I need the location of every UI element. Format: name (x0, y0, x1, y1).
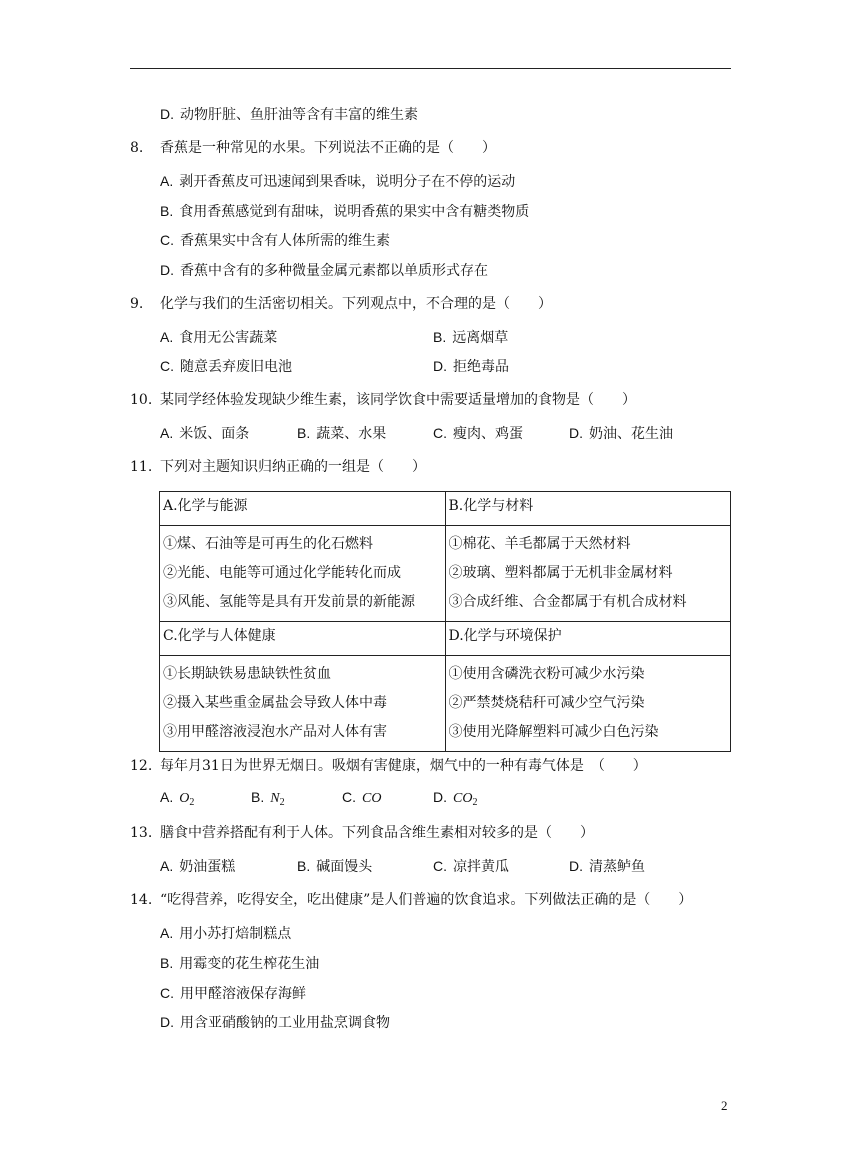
table-item: ③风能、氢能等是具有开发前景的新能源 (163, 594, 415, 610)
table-item: ③用甲醛溶液浸泡水产品对人体有害 (163, 724, 387, 740)
formula: CO (362, 791, 382, 806)
question-stem: 化学与我们的生活密切相关。下列观点中，不合理的是（ ） (160, 296, 552, 312)
q8-option-c: C. 香蕉果实中含有人体所需的维生素 (160, 232, 390, 249)
formula: $CO_2$ (453, 791, 478, 808)
question-10 (0, 389, 860, 411)
question-stem: 香蕉是一种常见的水果。下列说法不正确的是（ ） (160, 140, 496, 156)
question-14 (0, 889, 860, 911)
q14-option-b: B. 用霉变的花生榨花生油 (160, 955, 320, 972)
q12-option-b: B. $N_2$ (251, 789, 285, 808)
table-item: ②严禁焚烧秸秆可减少空气污染 (448, 695, 645, 711)
table-item: ③使用光降解塑料可减少白色污染 (448, 724, 659, 740)
q13-option-b: B. 碱面馒头 (297, 858, 373, 875)
table-item: ②光能、电能等可通过化学能转化而成 (163, 565, 401, 581)
q12-option-d: D. $CO_2$ (433, 789, 478, 808)
cell-b-items (445, 526, 731, 622)
q13-option-a: A. 奶油蛋糕 (160, 858, 236, 875)
question-number: 10. (130, 392, 153, 408)
question-stem: 膳食中营养搭配有利于人体。下列食品含维生素相对较多的是（ ） (160, 825, 594, 841)
table-item: ①煤、石油等是可再生的化石燃料 (163, 536, 373, 552)
q8-option-a: A. 剥开香蕉皮可迅速闻到果香味，说明分子在不停的运动 (160, 173, 516, 190)
header-rule (130, 68, 731, 69)
cell-d-title: D.化学与环境保护 (445, 622, 731, 656)
q9-option-a: A. 食用无公害蔬菜 (160, 329, 278, 346)
question-number: 13. (130, 825, 153, 841)
question-stem: 每年月31日为世界无烟日。吸烟有害健康，烟气中的一种有毒气体是 （ ） (160, 758, 647, 774)
question-12 (0, 755, 860, 777)
cell-a-items (160, 526, 446, 622)
question-11 (0, 456, 860, 478)
q7-option-d: D. 动物肝脏、鱼肝油等含有丰富的维生素 (160, 106, 418, 123)
q14-option-a: A. 用小苏打焙制糕点 (160, 925, 292, 942)
cell-c-items (160, 656, 446, 752)
q13-option-c: C. 凉拌黄瓜 (433, 858, 509, 875)
q12-option-a: A. $O_2$ (160, 789, 195, 808)
question-8 (0, 137, 860, 159)
table-item: ①长期缺铁易患缺铁性贫血 (163, 666, 331, 682)
q14-option-d: D. 用含亚硝酸钠的工业用盐烹调食物 (160, 1014, 390, 1031)
q10-option-d: D. 奶油、花生油 (569, 425, 673, 442)
q8-option-b: B. 食用香蕉感觉到有甜味，说明香蕉的果实中含有糖类物质 (160, 203, 530, 220)
question-number: 8. (130, 140, 144, 156)
cell-d-items (445, 656, 731, 752)
q13-option-d: D. 清蒸鲈鱼 (569, 858, 645, 875)
knowledge-table (159, 491, 731, 752)
q8-option-d: D. 香蕉中含有的多种微量金属元素都以单质形式存在 (160, 262, 488, 279)
question-stem: 下列对主题知识归纳正确的一组是（ ） (160, 459, 426, 475)
question-number: 11. (130, 459, 153, 475)
cell-b-title: B.化学与材料 (445, 492, 731, 526)
question-9 (0, 293, 860, 315)
page-number: 2 (721, 1098, 728, 1113)
formula: $O_2$ (179, 791, 195, 808)
question-number: 14. (130, 892, 153, 908)
q9-option-c: C. 随意丢弃废旧电池 (160, 358, 292, 375)
table-item: ②摄入某些重金属盐会导致人体中毒 (163, 695, 387, 711)
q14-option-c: C. 用甲醛溶液保存海鲜 (160, 985, 306, 1002)
table-item: ③合成纤维、合金都属于有机合成材料 (448, 594, 687, 610)
q12-option-c: C. CO (342, 789, 382, 806)
cell-c-title: C.化学与人体健康 (160, 622, 446, 656)
question-number: 12. (130, 758, 153, 774)
q10-option-b: B. 蔬菜、水果 (297, 425, 387, 442)
q10-option-c: C. 瘦肉、鸡蛋 (433, 425, 523, 442)
question-13 (0, 822, 860, 844)
formula: $N_2$ (270, 791, 285, 808)
question-stem: “吃得营养，吃得安全，吃出健康”是人们普遍的饮食追求。下列做法正确的是（ ） (160, 892, 693, 908)
table-item: ②玻璃、塑料都属于无机非金属材料 (448, 565, 673, 581)
table-item: ①棉花、羊毛都属于天然材料 (448, 536, 631, 552)
q10-option-a: A. 米饭、面条 (160, 425, 250, 442)
question-number: 9. (130, 296, 144, 312)
table-item: ①使用含磷洗衣粉可减少水污染 (448, 666, 645, 682)
cell-a-title: A.化学与能源 (160, 492, 446, 526)
question-stem: 某同学经体验发现缺少维生素，该同学饮食中需要适量增加的食物是（ ） (160, 392, 636, 408)
q9-option-b: B. 远离烟草 (433, 329, 509, 346)
q9-option-d: D. 拒绝毒品 (433, 358, 509, 375)
